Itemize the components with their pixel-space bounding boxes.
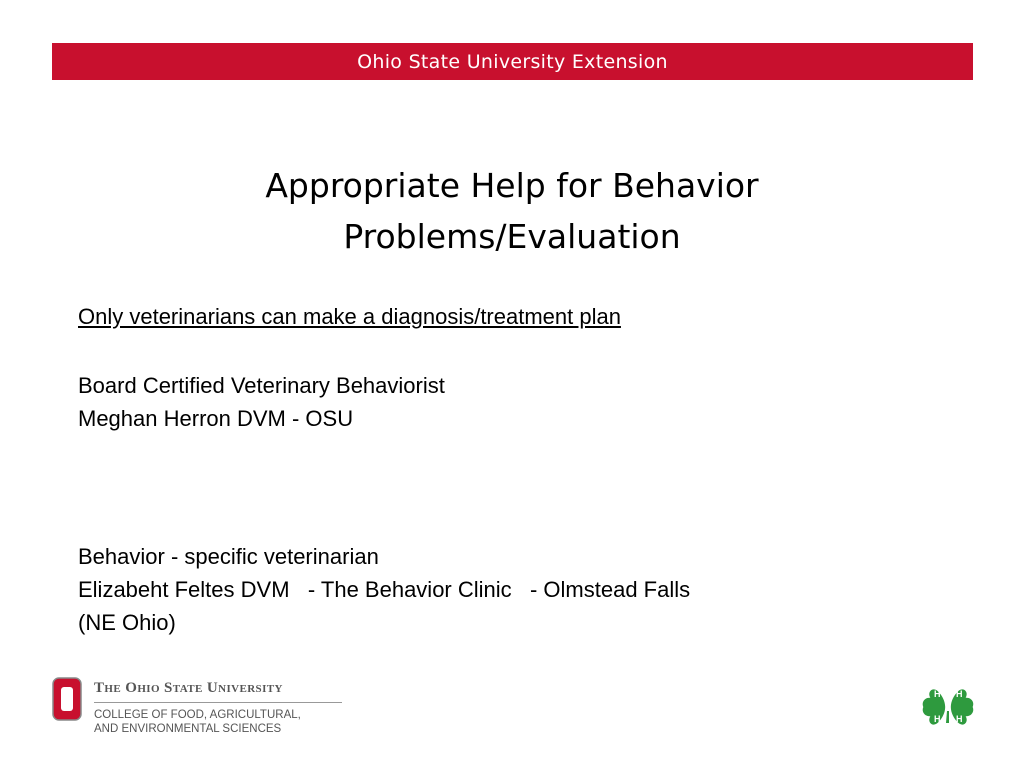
section2-line-1: Behavior - specific veterinarian bbox=[78, 544, 379, 569]
section-behaviorist bbox=[78, 369, 958, 435]
underlined-statement-block bbox=[78, 300, 958, 333]
osu-block-o-icon bbox=[52, 677, 82, 721]
svg-text:H: H bbox=[934, 714, 941, 724]
section1-line-1: Board Certified Veterinary Behaviorist bbox=[78, 373, 445, 398]
title-line-2: Problems/Evaluation bbox=[343, 217, 681, 256]
svg-text:H: H bbox=[934, 689, 941, 699]
college-line-2: AND ENVIRONMENTAL SCIENCES bbox=[94, 723, 282, 735]
underlined-statement: Only veterinarians can make a diagnosis/treatment plan bbox=[78, 304, 621, 329]
section-behavior-vet bbox=[78, 540, 958, 639]
svg-text:H: H bbox=[956, 689, 963, 699]
title-line-1: Appropriate Help for Behavior bbox=[265, 166, 759, 205]
4h-clover-icon bbox=[916, 677, 980, 737]
banner-text: Ohio State University Extension bbox=[357, 50, 668, 73]
college-line-1: COLLEGE OF FOOD, AGRICULTURAL, bbox=[94, 709, 301, 721]
footer-divider bbox=[94, 702, 342, 703]
college-name bbox=[94, 708, 301, 736]
section1-line-2: Meghan Herron DVM - OSU bbox=[78, 406, 354, 431]
university-name: The Ohio State University bbox=[94, 680, 283, 696]
section2-line-2: Elizabeht Feltes DVM - The Behavior Clinic - Olmstead Falls bbox=[78, 577, 691, 602]
header-banner bbox=[52, 43, 973, 80]
svg-text:H: H bbox=[956, 714, 963, 724]
section2-line-3: (NE Ohio) bbox=[78, 610, 176, 635]
slide-title bbox=[0, 160, 1024, 262]
osu-footer-logo bbox=[52, 675, 352, 735]
